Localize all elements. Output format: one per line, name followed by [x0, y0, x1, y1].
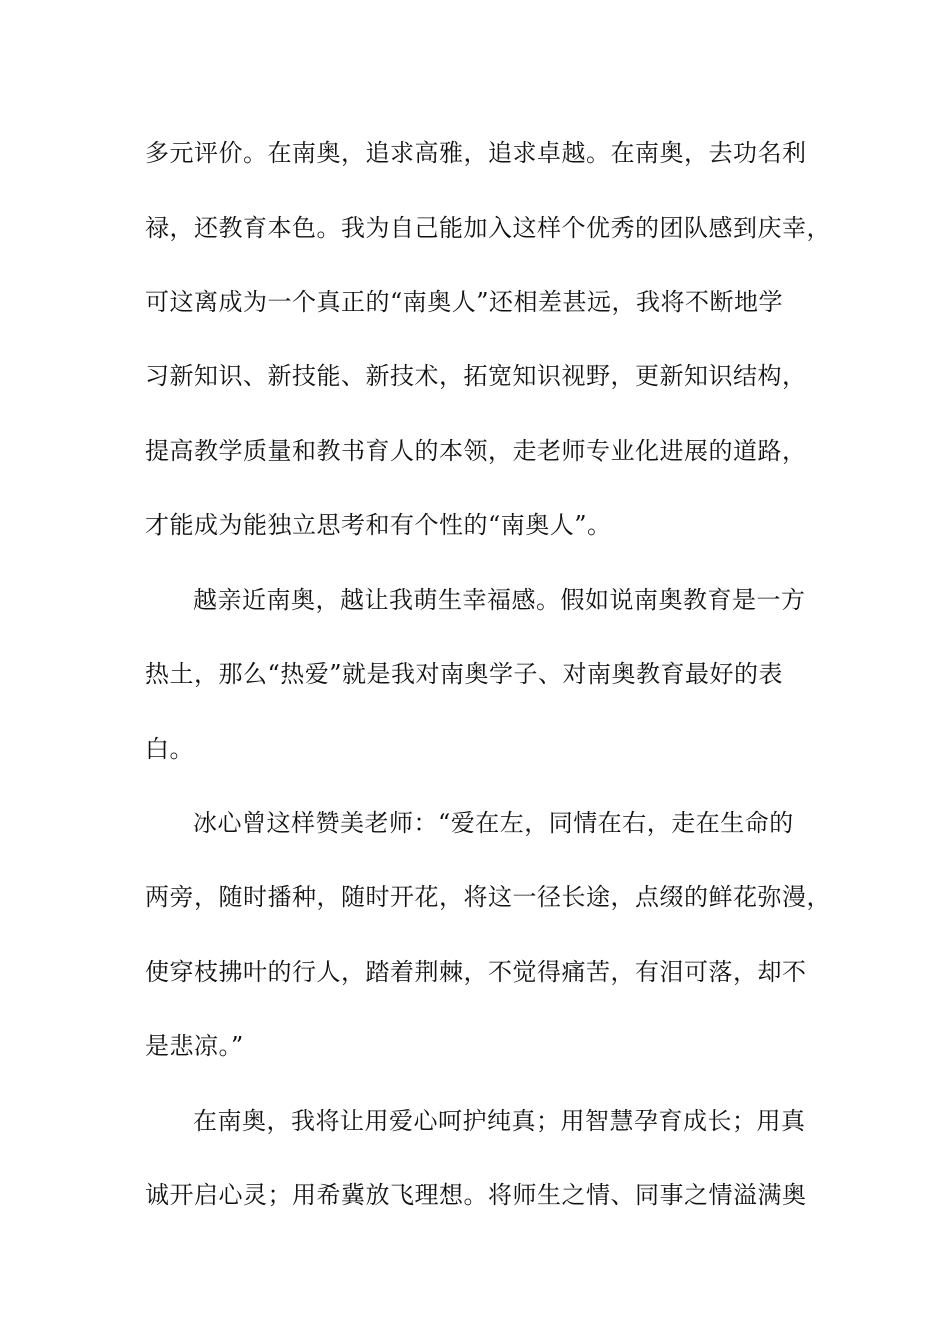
text-line: 白。: [145, 735, 194, 763]
text-line: 冰心曾这样赞美老师：“爱在左，同情在右，走在生命的: [193, 809, 794, 837]
text-line: 多元评价。在南奥，追求高雅，追求卓越。在南奥，去功名利: [145, 139, 807, 167]
text-line: 越亲近南奥，越让我萌生幸福感。假如说南奥教育是一方: [193, 586, 806, 614]
text-line: 诚开启心灵；用希冀放飞理想。将师生之情、同事之情溢满奥: [145, 1181, 807, 1209]
text-line: 热土，那么“热爱”就是我对南奥学子、对南奥教育最好的表: [145, 660, 784, 688]
text-line: 才能成为能独立思考和有个性的“南奥人”。: [145, 511, 612, 539]
text-line: 使穿枝拂叶的行人，踏着荆棘，不觉得痛苦，有泪可落，却不: [145, 958, 807, 986]
text-line: 在南奥，我将让用爱心呵护纯真；用智慧孕育成长；用真: [193, 1107, 806, 1135]
text-line: 习新知识、新技能、新技术，拓宽知识视野，更新知识结构，: [145, 362, 807, 390]
text-line: 禄，还教育本色。我为自己能加入这样个优秀的团队感到庆幸，: [145, 214, 831, 242]
text-line: 可这离成为一个真正的“南奥人”还相差甚远，我将不断地学: [145, 288, 784, 316]
text-line: 提高教学质量和教书育人的本领，走老师专业化进展的道路，: [145, 437, 807, 465]
text-line: 是悲凉。”: [145, 1032, 244, 1060]
text-line: 两旁，随时播种，随时开花，将这一径长途，点缀的鲜花弥漫，: [145, 883, 831, 911]
